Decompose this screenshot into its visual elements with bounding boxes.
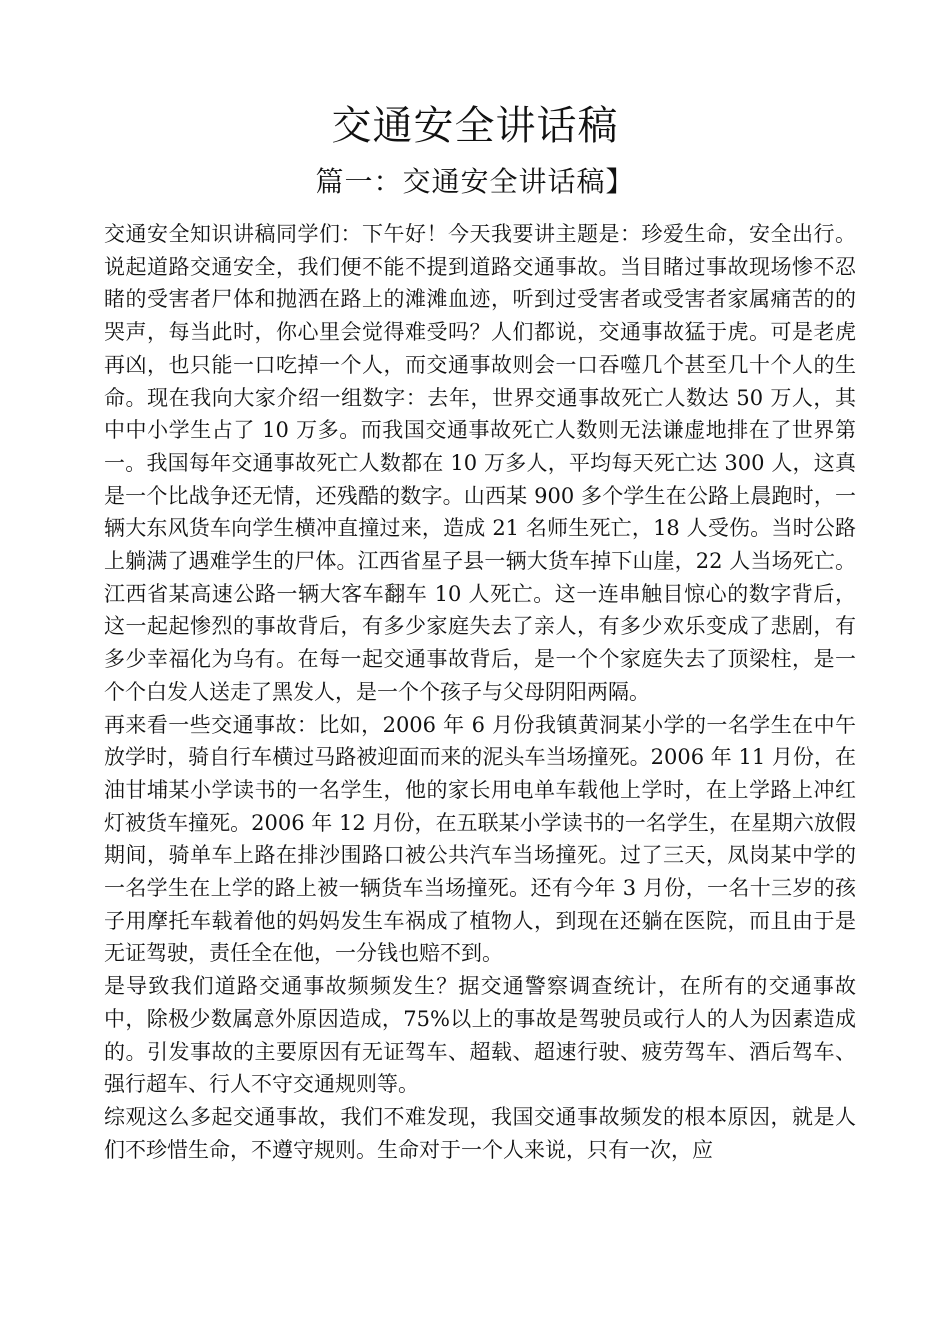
- paragraph-2: 再来看一些交通事故：比如，2006 年 6 月份我镇黄洞某小学的一名学生在中午放学时，骑自行车横过马路被迎面而来的泥头车当场撞死。2006 年 11 月份，在油甘埔某小学读书的一名学生，他的家长用电单车载他上学时，在上学路上冲红灯被货车撞死。2006 年 12 月份，在五联某小学读书的一名学生，在星期六放假期间，骑单车上路在排沙围路口被公共汽车当场撞死。过了三天，凤岗某中学的一名学生在上学的路上被一辆货车当场撞死。还有今年 3 月份，一名十三岁的孩子用摩托车载着他的妈妈发生车祸成了植物人，到现在还躺在医院，而且由于是无证驾驶，责任全在他，一分钱也赔不到。: [104, 712, 856, 966]
- document-body: [104, 218, 856, 1166]
- paragraph-4: 综观这么多起交通事故，我们不难发现，我国交通事故频发的根本原因，就是人们不珍惜生命，不遵守规则。生命对于一个人来说，只有一次，应: [104, 1104, 856, 1162]
- page-subtitle: 篇一：交通安全讲话稿】: [315, 165, 635, 198]
- paragraph-3: 是导致我们道路交通事故频频发生？据交通警察调查统计，在所有的交通事故中，除极少数属意外原因造成，75%以上的事故是驾驶员或行人的人为因素造成的。引发事故的主要原因有无证驾车、超载、超速行驶、疲劳驾车、酒后驾车、强行超车、行人不守交通规则等。: [104, 974, 856, 1097]
- paragraph-1: 交通安全知识讲稿同学们：下午好！今天我要讲主题是：珍爱生命，安全出行。说起道路交通安全，我们便不能不提到道路交通事故。当目睹过事故现场惨不忍睹的受害者尸体和抛洒在路上的滩滩血迹，听到过受害者或受害者家属痛苦的的哭声，每当此时，你心里会觉得难受吗？人们都说，交通事故猛于虎。可是老虎再凶，也只能一口吃掉一个人，而交通事故则会一口吞噬几个甚至几十个人的生命。现在我向大家介绍一组数字：去年，世界交通事故死亡人数达 50 万人，其中中小学生占了 10 万多。而我国交通事故死亡人数则无法谦虚地排在了世界第一。我国每年交通事故死亡人数都在 10 万多人，平均每天死亡达 300 人，这真是一个比战争还无情，还残酷的数字。山西某 900 多个学生在公路上晨跑时，一辆大东风货车向学生横冲直撞过来，造成 21 名师生死亡，18 人受伤。当时公路上躺满了遇难学生的尸体。江西省星子县一辆大货车掉下山崖，22 人当场死亡。江西省某高速公路一辆大客车翻车 10 人死亡。这一连串触目惊心的数字背后，这一起起惨烈的事故背后，有多少家庭失去了亲人，有多少欢乐变成了悲剧，有多少幸福化为乌有。在每一起交通事故背后，是一个个家庭失去了顶梁柱，是一个个白发人送走了黑发人，是一个个孩子与父母阴阳两隔。: [104, 222, 856, 704]
- page-title: 交通安全讲话稿: [331, 103, 619, 149]
